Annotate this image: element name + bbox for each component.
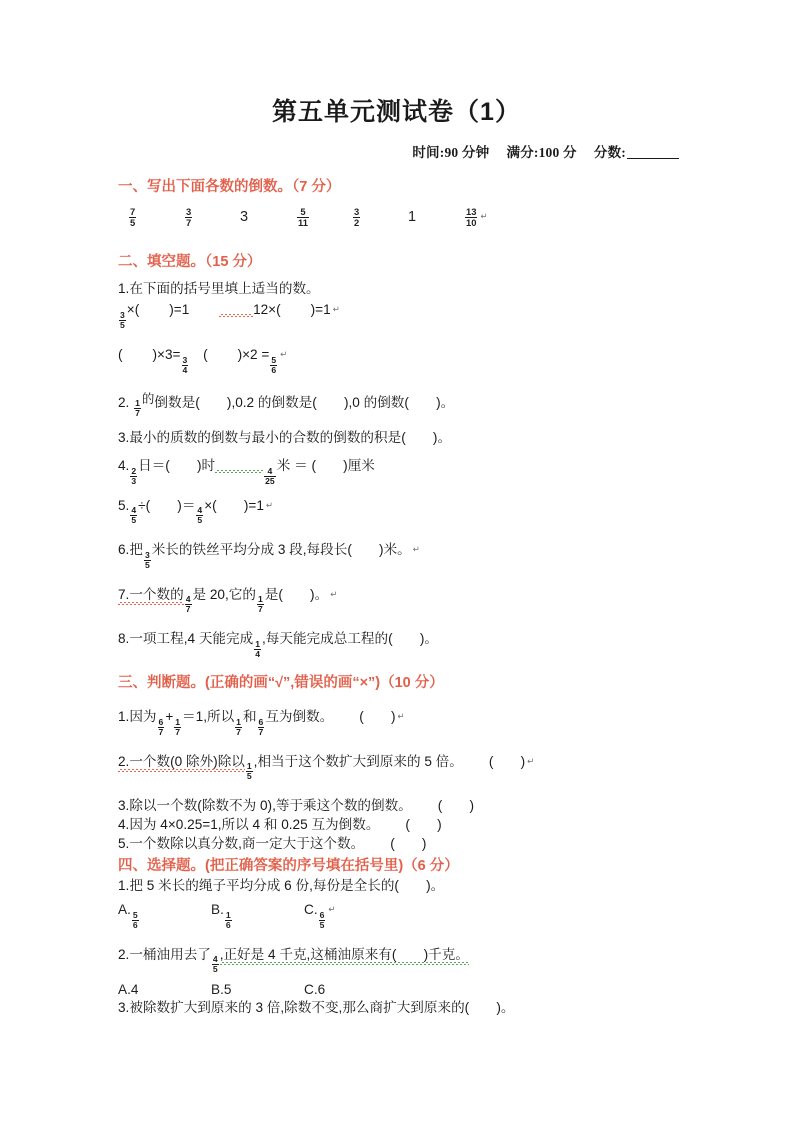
pilcrow-icon: ↵ — [527, 756, 535, 767]
judge-q3-text: 3.除以一个数(除数不为 0),等于乘这个数的倒数。 — [118, 798, 412, 814]
fraction-5-6: $\frac{5}{6}$ — [271, 354, 277, 375]
pilcrow-icon: ↵ — [330, 589, 338, 600]
section-heading-3: 三、判断题。(正确的画“√”,错误的画“×”)（10 分） — [118, 675, 444, 692]
fraction-1-7-c: $\frac{1}{7}$ — [175, 716, 181, 737]
pilcrow-icon: ↵ — [480, 212, 488, 223]
exam-time: 时间:90 分钟 — [412, 145, 490, 160]
choice-q2-option-c[interactable]: C.6 — [304, 982, 326, 998]
pilcrow-icon: ↵ — [412, 545, 420, 556]
exam-content — [118, 175, 723, 1016]
choice-q1-option-a[interactable]: A. $\frac{5}{6}$ — [118, 901, 138, 930]
fill-q1-a-left: ×( — [126, 302, 140, 318]
fill-q2-raised-group — [133, 392, 154, 419]
judge-q2-b: ,相当于这个数扩大到原来的 5 倍。 — [253, 753, 463, 769]
reciprocal-item-6 — [408, 209, 464, 225]
fraction-3-4: $\frac{3}{4}$ — [182, 354, 188, 375]
fill-q8 — [118, 631, 723, 659]
fill-q1-row-a — [118, 302, 723, 330]
fill-q7-tail: 是( )。 — [264, 586, 329, 602]
fill-q4-index: 4. — [118, 457, 130, 473]
fill-q5 — [118, 498, 723, 526]
fraction-3-5-b: $\frac{3}{5}$ — [144, 549, 150, 570]
fraction-3-2: $\frac{3}{2}$ — [354, 206, 360, 228]
fraction-4-5-a: $\frac{4}{5}$ — [131, 505, 137, 526]
fill-q1-c-left: ( — [118, 347, 123, 363]
spellcheck-underline-red-2 — [118, 587, 184, 603]
fill-q2-index: 2. — [118, 394, 130, 410]
choice-q1-options — [118, 902, 723, 930]
choice-q2-option-b[interactable]: B.5 — [211, 982, 232, 998]
judge-q5 — [118, 836, 723, 852]
title-block — [0, 0, 793, 161]
exam-full-score: 满分:100 分 — [506, 145, 577, 160]
fill-q4 — [118, 458, 723, 486]
fraction-1-7-b: $\frac{1}{7}$ — [257, 594, 263, 615]
choice-q2-option-a[interactable]: A.4 — [118, 982, 139, 998]
spellcheck-underline-red-3 — [118, 754, 245, 770]
fill-q7-index: 7.一个数的 — [118, 586, 184, 602]
judge-q1-b: ＝1,所以 — [182, 709, 235, 725]
fill-q8-index: 8.一项工程,4 天能完成 — [118, 631, 254, 647]
judge-q4-text: 4.因为 4×0.25=1,所以 4 和 0.25 互为倒数。 — [118, 817, 380, 833]
score-blank[interactable] — [627, 158, 679, 159]
grammar-underline-green-2 — [220, 947, 469, 963]
judge-q1: 1.因为 $\frac{6}{7}$ + $\frac{1}{7}$ ＝1,所以 $\frac{1}{7}$ 和 $\frac{6}{7}$ 互为倒数。 ( ) ↵ — [118, 709, 405, 737]
fraction-1-7: $\frac{1}{7}$ — [135, 398, 140, 419]
exam-meta-line — [0, 141, 793, 161]
fill-q7-mid: 是 20,它的 — [192, 586, 256, 602]
fill-q1-stem: 1.在下面的括号里填上适当的数。 — [118, 280, 320, 296]
fraction-3-5: $\frac{3}{5}$ — [120, 309, 125, 330]
reciprocal-item-4 — [296, 207, 352, 228]
pilcrow-icon: ↵ — [397, 712, 405, 723]
judge-q4 — [118, 817, 723, 833]
fill-q7 — [118, 587, 723, 615]
fraction-6-7-b: $\frac{6}{7}$ — [258, 716, 264, 737]
fraction-3-7: $\frac{3}{7}$ — [186, 206, 192, 228]
fraction-4-5-c: $\frac{4}{5}$ — [212, 954, 218, 975]
fill-q4-mid: 日＝( )时 — [138, 457, 216, 473]
fill-q2 — [118, 392, 723, 419]
fraction-1-4: $\frac{1}{4}$ — [255, 639, 260, 660]
judge-q2 — [118, 754, 723, 782]
fill-q1-a-right: )=1 — [169, 302, 190, 318]
section-heading-2: 二、填空题。（15 分） — [118, 253, 262, 270]
fraction-4-7: $\frac{4}{7}$ — [185, 594, 191, 615]
fill-q2-raised-text: 的 — [141, 391, 155, 406]
section-heading-1: 一、写出下面各数的倒数。（7 分） — [118, 179, 341, 195]
judge-q3-answer-blank[interactable]: ( ) — [437, 798, 475, 814]
choice-q2 — [118, 947, 723, 975]
fill-q6-index: 6.把 — [118, 542, 143, 558]
choice-q1-option-c[interactable]: C. $\frac{6}{5}$ ↵ — [304, 901, 336, 930]
fill-q1-b-right: )=1 — [310, 302, 331, 318]
reciprocal-item-7 — [464, 207, 520, 228]
fraction-option-c: $\frac{6}{5}$ — [319, 909, 325, 930]
fill-q1-row-b — [118, 347, 723, 375]
judge-q2-a: 2.一个数(0 除外)除以 — [118, 753, 245, 769]
whole-number-3: 3 — [240, 209, 249, 226]
exam-score-label: 分数: — [593, 145, 626, 160]
fraction-7-5: $\frac{7}{5}$ — [130, 206, 136, 228]
page-title: 第五单元测试卷（1） — [272, 98, 521, 126]
pilcrow-icon: ↵ — [328, 904, 336, 915]
choice-q2-options — [118, 982, 723, 997]
fill-q6 — [118, 542, 723, 570]
choice-q1-option-b[interactable]: B. $\frac{1}{6}$ — [211, 901, 231, 930]
fill-q8-tail: ,每天能完成总工程的( )。 — [261, 631, 438, 647]
pilcrow-icon: ↵ — [280, 350, 288, 361]
fill-q2-rest: 倒数是( ),0.2 的倒数是( ),0 的倒数( )。 — [154, 394, 455, 410]
fraction-6-7-a: $\frac{6}{7}$ — [158, 716, 164, 737]
fill-q1-d-mid: )×2 = — [237, 347, 270, 363]
fill-q5-b: ×( )=1 — [204, 497, 264, 513]
pilcrow-icon: ↵ — [265, 500, 274, 511]
fill-q6-rest: 米长的铁丝平均分成 3 段,每段长( )米。 — [151, 542, 411, 558]
judge-q5-text: 5.一个数除以真分数,商一定大于这个数。 — [118, 835, 365, 851]
reciprocal-item-2 — [184, 207, 240, 228]
choice-q1: 1.把 5 米长的绳子平均分成 6 份,每份是全长的( )。 — [118, 878, 445, 894]
judge-q5-answer-blank[interactable]: ( ) — [390, 835, 427, 851]
fraction-13-10: $\frac{13}{10}$ — [466, 206, 477, 228]
judge-q2-answer-blank[interactable]: ( ) — [488, 753, 526, 769]
fraction-4-5-b: $\frac{4}{5}$ — [197, 505, 203, 526]
fill-q1-b-left: 12×( — [253, 302, 281, 318]
pilcrow-icon: ↵ — [332, 305, 340, 316]
judge-q3 — [118, 798, 723, 814]
judge-q1-c: 和 — [242, 709, 257, 725]
fraction-1-7-d: $\frac{1}{7}$ — [236, 716, 241, 737]
fraction-4-25: $\frac{4}{25}$ — [265, 465, 275, 486]
choice-q3: 3.被除数扩大到原来的 3 倍,除数不变,那么商扩大到原来的( )。 — [118, 1000, 515, 1016]
reciprocal-item-1 — [128, 207, 184, 228]
whole-number-1: 1 — [408, 209, 417, 226]
reciprocal-item-3 — [240, 209, 296, 225]
fill-q4-tail: 米 ＝ ( )厘米 — [276, 457, 375, 473]
judge-q1-d: 互为倒数。 — [265, 709, 334, 725]
choice-q2-b: ,正好是 4 千克,这桶油原来有( )千克。 — [219, 946, 469, 962]
fraction-option-a: $\frac{5}{6}$ — [132, 909, 138, 930]
reciprocal-item-5 — [352, 207, 408, 228]
section-heading-4: 四、选择题。(把正确答案的序号填在括号里)（6 分） — [118, 858, 459, 875]
fraction-2-3: $\frac{2}{3}$ — [131, 465, 137, 486]
fraction-5-11: $\frac{5}{11}$ — [298, 206, 308, 228]
fill-q5-a: ÷( )＝ — [138, 497, 196, 513]
judge-q4-answer-blank[interactable]: ( ) — [405, 817, 442, 833]
reciprocal-number-row — [128, 207, 723, 228]
fill-q3: 3.最小的质数的倒数与最小的合数的倒数的积是( )。 — [118, 430, 452, 446]
fill-q5-index: 5. — [118, 497, 130, 513]
choice-q2-a: 2.一桶油用去了 — [118, 946, 211, 962]
fraction-1-5: $\frac{1}{5}$ — [246, 761, 252, 782]
fill-q1-c-mid: )×3= — [152, 347, 181, 363]
fraction-option-b: $\frac{1}{6}$ — [225, 909, 231, 930]
judge-q1-answer-blank[interactable]: ( ) — [359, 709, 396, 725]
fill-q1-d-left: ( — [203, 347, 208, 363]
judge-q1-a: 1.因为 — [118, 709, 157, 725]
